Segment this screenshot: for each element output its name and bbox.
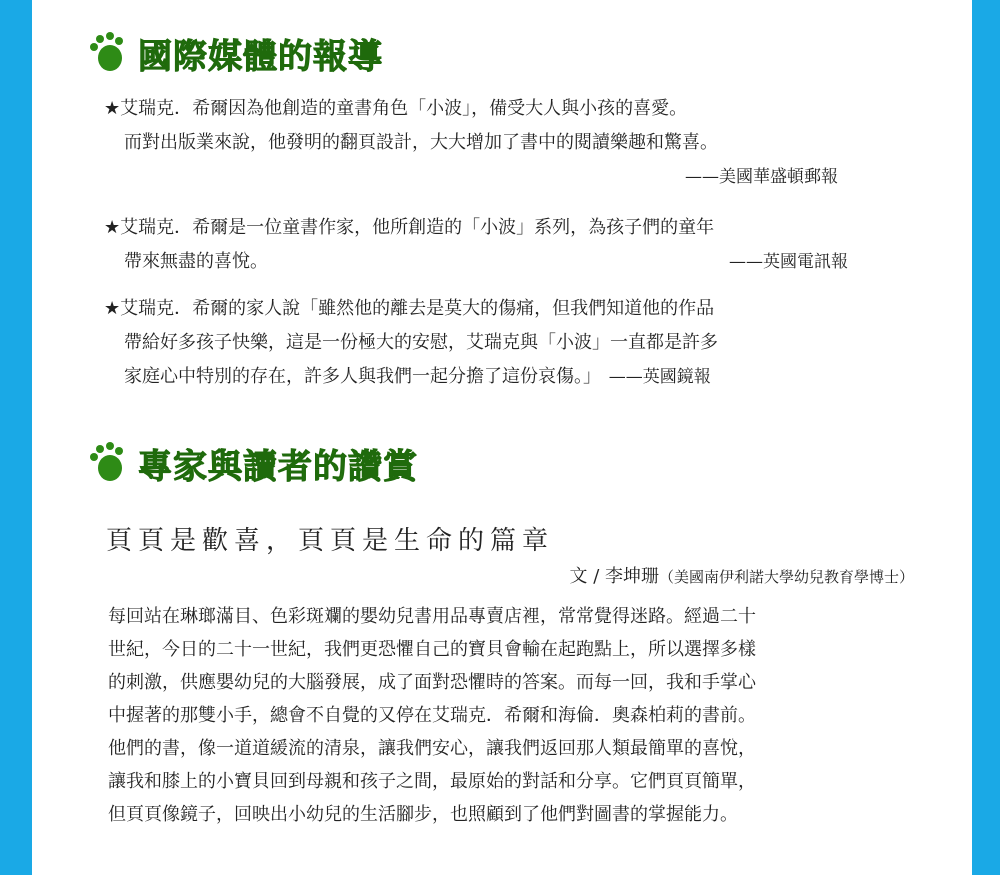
section-heading-text: 國際媒體的報導 xyxy=(138,36,383,77)
section-heading-text: 專家與讀者的讚賞 xyxy=(138,446,418,487)
body-line: 每回站在琳瑯滿目、色彩斑斕的嬰幼兒書用品專賣店裡，常常覺得迷路。經過二十 xyxy=(108,606,756,627)
media-quote-2 xyxy=(104,211,864,279)
section-heading-praise xyxy=(86,440,418,486)
body-line: 讓我和膝上的小寶貝回到母親和孩子之間，最原始的對話和分享。它們頁頁簡單， xyxy=(108,771,756,792)
section-heading-media xyxy=(86,30,383,76)
quote-line: 帶給好多孩子快樂，這是一份極大的安慰，艾瑞克與「小波」一直都是許多 xyxy=(124,332,718,353)
byline-author: 文 / 李坤珊 xyxy=(569,566,659,587)
quote-text: 帶來無盡的喜悅。 xyxy=(124,251,268,272)
quote-line: ★艾瑞克．希爾因為他創造的童書角色「小波」，備受大人與小孩的喜愛。 xyxy=(104,98,688,119)
quote-line: ★艾瑞克．希爾的家人說「雖然他的離去是莫大的傷痛，但我們知道他的作品 xyxy=(104,298,715,319)
quote-line-with-source xyxy=(104,245,864,279)
article-title: 頁頁是歡喜，頁頁是生命的篇章 xyxy=(106,526,555,556)
body-line: 但頁頁像鏡子，回映出小幼兒的生活腳步，也照顧到了他們對圖書的掌握能力。 xyxy=(108,804,738,825)
body-line: 世紀，今日的二十一世紀，我們更恐懼自己的寶貝會輸在起跑點上，所以選擇多樣 xyxy=(108,639,756,660)
quote-source: ——美國華盛頓郵報 xyxy=(685,167,838,187)
media-quote-1 xyxy=(104,92,864,194)
article-body xyxy=(108,600,908,831)
quote-line: ★艾瑞克．希爾是一位童書作家，他所創造的「小波」系列，為孩子們的童年 xyxy=(104,217,715,238)
quote-line: 而對出版業來說，他發明的翻頁設計，大大增加了書中的閱讀樂趣和驚喜。 xyxy=(124,132,718,153)
quote-source: ——英國電訊報 xyxy=(729,252,848,272)
article-byline xyxy=(569,562,914,588)
body-line: 的刺激，供應嬰幼兒的大腦發展，成了面對恐懼時的答案。而每一回，我和手掌心 xyxy=(108,672,756,693)
quote-text: 家庭心中特別的存在，許多人與我們一起分擔了這份哀傷。」 xyxy=(124,366,601,387)
left-side-bar xyxy=(0,0,32,875)
media-quote-3 xyxy=(104,292,864,394)
body-line: 中握著的那雙小手，總會不自覺的又停在艾瑞克．希爾和海倫．奧森柏莉的書前。 xyxy=(108,705,756,726)
quote-source: ——英國鏡報 xyxy=(608,367,711,387)
right-side-bar xyxy=(972,0,1000,875)
byline-affiliation: （美國南伊利諾大學幼兒教育學博士） xyxy=(658,568,914,586)
paw-print-icon xyxy=(86,442,128,484)
quote-line-with-source xyxy=(104,360,864,394)
body-line: 他們的書，像一道道緩流的清泉，讓我們安心，讓我們返回那人類最簡單的喜悅， xyxy=(108,738,756,759)
paw-print-icon xyxy=(86,32,128,74)
